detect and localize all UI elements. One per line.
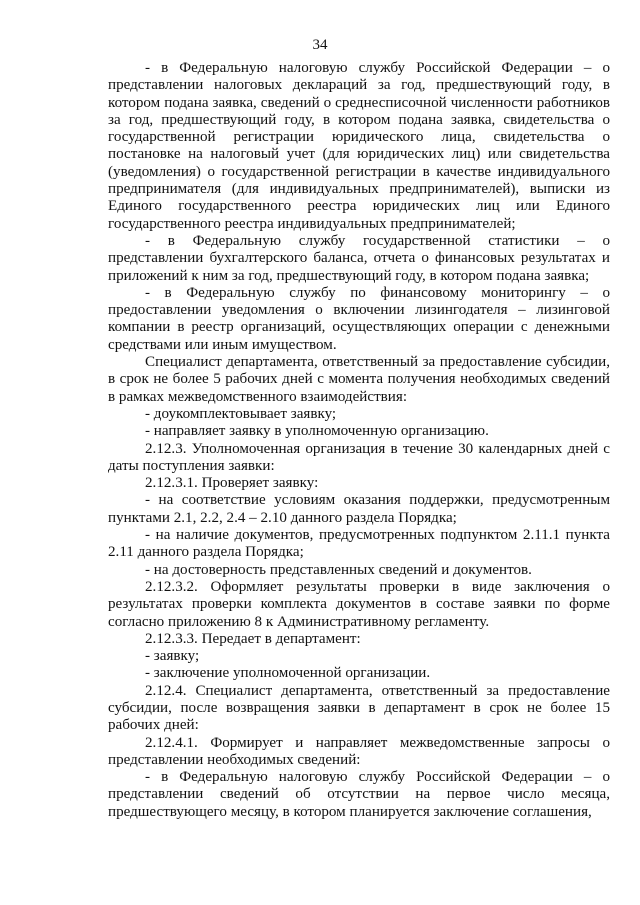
paragraph-2-12-3-1: 2.12.3.1. Проверяет заявку:: [145, 475, 319, 492]
paragraph-application-item: - заявку;: [145, 648, 200, 665]
page-number: 34: [312, 37, 328, 53]
paragraph-2-12-3-3: 2.12.3.3. Передает в департамент:: [145, 630, 361, 647]
paragraph-2-12-4-1: 2.12.4.1. Формирует и направляет межведомственные запросы о представлении необходимых сведений:: [108, 734, 610, 768]
paragraph-conclusion-item: - заключение уполномоченной организации.: [145, 665, 431, 682]
paragraph-fns-debt-request: - в Федеральную налоговую службу Российской Федерации – о представлении сведений об отсутствии на первое число месяца, предшествующего месяцу, в котором планируется заключение соглашения,: [108, 769, 610, 820]
paragraph-complete-application: - доукомплектовывает заявку;: [145, 405, 337, 422]
paragraph-rosstat-request: - в Федеральную службу государственной статистики – о представлении бухгалтерского баланса, отчета о финансовых результатах и приложений к ним за год, предшествующий году, в котором подана заявка;: [108, 232, 610, 284]
paragraph-send-application: - направляет заявку в уполномоченную организацию.: [145, 423, 489, 440]
paragraph-2-12-3: 2.12.3. Уполномоченная организация в течение 30 календарных дней с даты поступления заявки:: [108, 440, 610, 474]
paragraph-specialist-deadline: Специалист департамента, ответственный за предоставление субсидии, в срок не более 5 рабочих дней с момента получения необходимых сведений в рамках межведомственного взаимодействия:: [108, 354, 610, 405]
paragraph-2-12-4: 2.12.4. Специалист департамента, ответственный за предоставление субсидии, после возвращения заявки в департамент в срок не более 15 рабочих дней:: [108, 682, 610, 734]
paragraph-rosfinmonitoring-request: - в Федеральную службу по финансовому мониторингу – о предоставлении уведомления о включении лизингодателя – лизинговой компании в реестр организаций, осуществляющих операции с денежными средствами или иным имуществом.: [108, 284, 610, 353]
document-body: [108, 60, 610, 821]
paragraph-check-reliability: - на достоверность представленных сведений и документов.: [145, 561, 532, 578]
paragraph-fns-request: - в Федеральную налоговую службу Российской Федерации – о представлении налоговых деклараций за год, предшествующий году, в котором подана заявка, сведений о среднесписочной численности работников за год, предшествующий году, в котором подана заявка, свидетельства о государственной регистрации юридического лица, свидетельства о постановке на налоговый учет (для юридических лиц) или свидетельства (уведомления) о государственной регистрации в качестве индивидуального предпринимателя (для индивидуальных предпринимателей), выписки из Единого государственного реестра юридических лиц или Единого государственного реестра индивидуальных предпринимателей;: [108, 60, 610, 232]
paragraph-check-conditions: - на соответствие условиям оказания поддержки, предусмотренным пунктами 2.1, 2.2, 2.4 – 2.10 данного раздела Порядка;: [108, 492, 610, 526]
paragraph-2-12-3-2: 2.12.3.2. Оформляет результаты проверки в виде заключения о результатах проверки комплекта документов в составе заявки по форме согласно приложению 8 к Административному регламенту.: [108, 578, 610, 630]
paragraph-check-documents: - на наличие документов, предусмотренных подпунктом 2.11.1 пункта 2.11 данного раздела Порядка;: [108, 527, 610, 561]
